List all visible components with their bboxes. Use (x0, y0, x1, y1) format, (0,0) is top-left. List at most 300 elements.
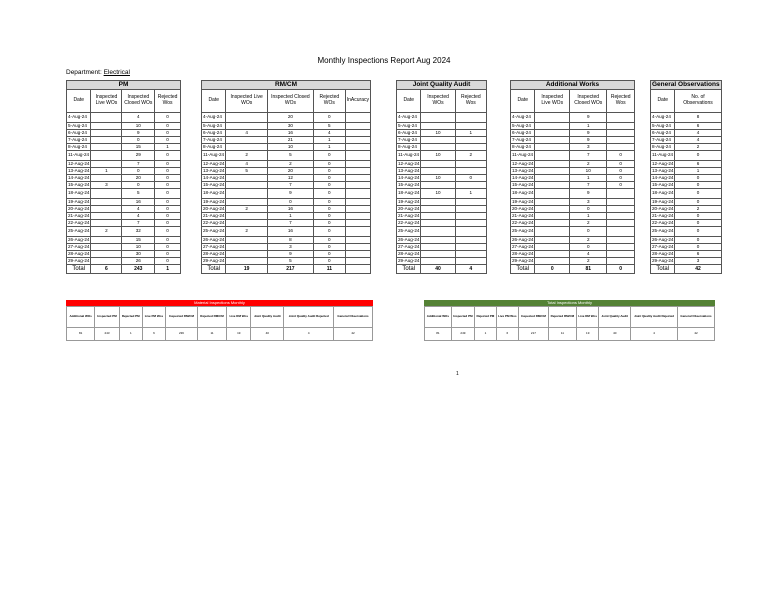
date-cell: 7-Aug-24 (651, 137, 675, 144)
value-cell: 10 (267, 144, 313, 151)
value-cell: 0 (607, 175, 635, 182)
value-cell: 5 (122, 189, 155, 199)
date-cell: 21-Aug-24 (652, 212, 674, 218)
table-row (67, 237, 181, 244)
table-row (651, 258, 722, 265)
table-row (202, 113, 371, 123)
value-cell: 0 (155, 182, 181, 189)
page-number: 1 (456, 371, 459, 377)
value-cell: 0 (675, 213, 721, 220)
value-cell: 21 (267, 137, 313, 144)
summary-header: Inspected PM (451, 307, 474, 328)
date-cell: 12-Aug-24 (398, 160, 420, 166)
date-cell: 28-Aug-24 (652, 250, 674, 256)
value-cell: 6 (675, 251, 721, 258)
table-row (511, 237, 635, 244)
table-row (202, 137, 371, 144)
date-cell: 15-Aug-24 (203, 181, 225, 187)
additional-works-table (510, 80, 635, 274)
date-cell: 4-Aug-24 (202, 113, 226, 123)
value-cell (535, 130, 570, 137)
value-cell (91, 199, 122, 206)
table-row (511, 123, 635, 130)
table-row (67, 213, 181, 220)
value-cell: 9 (570, 130, 607, 137)
table-row (651, 144, 722, 151)
value-cell: 0 (313, 213, 345, 220)
total-label: Total (511, 265, 535, 274)
value-cell (607, 237, 635, 244)
table-row (202, 189, 371, 199)
value-cell (421, 113, 455, 123)
summary-value: 4 (631, 328, 678, 341)
summary-header: Inspected RM/CM (519, 307, 549, 328)
date-cell: 15-Aug-24 (512, 181, 534, 187)
total-value: 243 (122, 265, 155, 274)
date-cell: 14-Aug-24 (68, 174, 90, 180)
value-cell (607, 213, 635, 220)
total-value (345, 265, 370, 274)
value-cell: 3 (570, 144, 607, 151)
summary-value: 4 (284, 328, 334, 341)
summary-header: Rejected RM/CM (548, 307, 576, 328)
value-cell (226, 258, 267, 265)
date-cell: 8-Aug-24 (202, 144, 226, 151)
value-cell (226, 237, 267, 244)
value-cell (607, 130, 635, 137)
value-cell: 10 (122, 123, 155, 130)
value-cell: 4 (675, 137, 721, 144)
value-cell (607, 137, 635, 144)
value-cell (345, 220, 370, 227)
column-header: Inspected Closed WOs (267, 90, 313, 113)
table-row (397, 206, 487, 213)
value-cell (421, 244, 455, 251)
report-title: Monthly Inspections Report Aug 2024 (317, 56, 451, 65)
value-cell: 0 (155, 220, 181, 227)
table-row (511, 161, 635, 168)
column-header: Date (202, 90, 226, 113)
table-row (397, 130, 487, 137)
value-cell (535, 144, 570, 151)
date-cell: 7-Aug-24 (511, 137, 535, 144)
column-header: Rejected WOs (313, 90, 345, 113)
date-cell: 27-Aug-24 (398, 243, 420, 249)
table-row (202, 258, 371, 265)
value-cell: 10 (570, 168, 607, 175)
date-cell: 22-Aug-24 (652, 219, 674, 225)
value-cell (607, 251, 635, 258)
table-row (67, 123, 181, 130)
summary-value: 42 (333, 328, 372, 341)
date-cell: 13-Aug-24 (203, 167, 225, 173)
value-cell: 2 (570, 258, 607, 265)
date-cell: 8-Aug-24 (651, 144, 675, 151)
summary-header: Live PM Wos (142, 307, 166, 328)
table-row (651, 113, 722, 123)
date-cell: 22-Aug-24 (203, 219, 225, 225)
table-row (67, 175, 181, 182)
table-row (202, 237, 371, 244)
value-cell (226, 137, 267, 144)
value-cell: 0 (570, 244, 607, 251)
date-cell: 29-Aug-24 (512, 257, 534, 263)
date-cell: 8-Aug-24 (67, 144, 91, 151)
table-row (67, 258, 181, 265)
summary-header: Rejected PM (475, 307, 497, 328)
summary-value: 11 (548, 328, 576, 341)
value-cell: 1 (675, 168, 721, 175)
value-cell (345, 227, 370, 237)
value-cell (455, 144, 486, 151)
date-cell: 5-Aug-24 (67, 123, 91, 130)
value-cell (455, 161, 486, 168)
column-header: Date (397, 90, 421, 113)
total-value: 11 (313, 265, 345, 274)
value-cell: 0 (155, 137, 181, 144)
value-cell: 2 (455, 151, 486, 161)
value-cell (345, 206, 370, 213)
value-cell: 0 (607, 182, 635, 189)
total-value: 81 (570, 265, 607, 274)
value-cell: 4 (570, 251, 607, 258)
summary-value: 6 (496, 328, 518, 341)
date-cell: 22-Aug-24 (398, 219, 420, 225)
value-cell: 1 (570, 123, 607, 130)
value-cell (226, 220, 267, 227)
value-cell: 10 (421, 151, 455, 161)
summary-value: 249 (451, 328, 474, 341)
rmcm-heading: RM/CM (202, 81, 371, 90)
value-cell: 0 (155, 123, 181, 130)
value-cell: 0 (675, 175, 721, 182)
date-cell: 19-Aug-24 (652, 198, 674, 204)
column-header: Inspected Live WOs (91, 90, 122, 113)
value-cell (421, 220, 455, 227)
value-cell (421, 206, 455, 213)
table-row (397, 144, 487, 151)
value-cell (535, 123, 570, 130)
table-row (511, 144, 635, 151)
value-cell (607, 244, 635, 251)
total-row (651, 265, 722, 274)
value-cell: 0 (267, 199, 313, 206)
value-cell (226, 175, 267, 182)
value-cell (535, 258, 570, 265)
table-row (651, 189, 722, 199)
value-cell: 3 (675, 258, 721, 265)
value-cell: 3 (570, 199, 607, 206)
table-row (397, 168, 487, 175)
value-cell: 7 (122, 220, 155, 227)
value-cell: 0 (155, 237, 181, 244)
value-cell: 0 (155, 189, 181, 199)
value-cell: 0 (675, 220, 721, 227)
value-cell: 2 (570, 220, 607, 227)
table-row (67, 113, 181, 123)
value-cell (535, 189, 570, 199)
value-cell: 4 (226, 161, 267, 168)
value-cell: 9 (267, 189, 313, 199)
value-cell (455, 258, 486, 265)
table-row (651, 220, 722, 227)
date-cell: 6-Aug-24 (397, 130, 421, 137)
date-cell: 28-Aug-24 (512, 250, 534, 256)
go-heading: General Observations (652, 80, 720, 88)
summary-header: Joint Quality Audit (599, 307, 631, 328)
department-line (66, 69, 130, 76)
value-cell (607, 227, 635, 237)
date-cell: 27-Aug-24 (203, 243, 225, 249)
summary-header: Joint Quality Audit Rejected (631, 307, 678, 328)
value-cell: 0 (313, 189, 345, 199)
value-cell (345, 130, 370, 137)
table-row (202, 151, 371, 161)
column-header: Rejected Wos (155, 90, 181, 113)
date-cell: 27-Aug-24 (512, 243, 534, 249)
value-cell: 1 (455, 189, 486, 199)
date-cell: 7-Aug-24 (397, 137, 421, 144)
table-row (511, 199, 635, 206)
value-cell (455, 220, 486, 227)
value-cell: 0 (675, 237, 721, 244)
date-cell: 18-Aug-24 (202, 189, 226, 199)
value-cell: 30 (267, 123, 313, 130)
summary-value: 81 (425, 328, 452, 341)
table-row (397, 220, 487, 227)
table-row (397, 182, 487, 189)
value-cell: 7 (122, 161, 155, 168)
value-cell: 0 (155, 251, 181, 258)
date-cell: 15-Aug-24 (68, 181, 90, 187)
value-cell: 32 (122, 227, 155, 237)
summary-value: 40 (251, 328, 284, 341)
value-cell: 0 (675, 227, 721, 237)
value-cell: 2 (267, 161, 313, 168)
date-cell: 28-Aug-24 (398, 250, 420, 256)
table-row (651, 130, 722, 137)
value-cell: 0 (155, 213, 181, 220)
table-row (202, 213, 371, 220)
column-header: Inspected Live WOs (535, 90, 570, 113)
value-cell (535, 168, 570, 175)
pm-table (66, 80, 181, 274)
value-cell: 3 (267, 244, 313, 251)
value-cell: 2 (91, 227, 122, 237)
value-cell (345, 251, 370, 258)
value-cell (421, 213, 455, 220)
table-row (67, 220, 181, 227)
value-cell: 8 (675, 113, 721, 123)
value-cell: 7 (267, 220, 313, 227)
summary-header: Inspected RM/CM (166, 307, 197, 328)
date-cell: 20-Aug-24 (203, 205, 225, 211)
value-cell: 15 (122, 144, 155, 151)
value-cell: 0 (313, 244, 345, 251)
table-row (651, 199, 722, 206)
date-cell: 4-Aug-24 (511, 113, 535, 123)
summary-value: 6 (142, 328, 166, 341)
value-cell: 0 (313, 199, 345, 206)
total-label: Total (202, 265, 226, 274)
value-cell: 16 (267, 130, 313, 137)
value-cell (91, 175, 122, 182)
date-cell: 18-Aug-24 (651, 189, 675, 199)
table-row (511, 189, 635, 199)
value-cell (421, 123, 455, 130)
table-row (651, 244, 722, 251)
value-cell: 4 (226, 130, 267, 137)
value-cell (91, 251, 122, 258)
summary-header: Rejected RM/CM (197, 307, 227, 328)
date-cell: 13-Aug-24 (68, 167, 90, 173)
value-cell (421, 258, 455, 265)
table-row (397, 189, 487, 199)
date-cell: 4-Aug-24 (651, 113, 675, 123)
value-cell: 4 (122, 206, 155, 213)
value-cell (226, 251, 267, 258)
date-cell: 5-Aug-24 (511, 123, 535, 130)
date-cell: 22-Aug-24 (68, 219, 90, 225)
value-cell: 26 (122, 258, 155, 265)
value-cell (535, 113, 570, 123)
total-row (397, 265, 487, 274)
table-row (397, 175, 487, 182)
table-row (397, 113, 487, 123)
value-cell: 0 (313, 151, 345, 161)
value-cell (345, 182, 370, 189)
value-cell (91, 151, 122, 161)
summary-header: Joint Quality Audit Rejected (284, 307, 334, 328)
date-cell: 20-Aug-24 (652, 205, 674, 211)
value-cell (345, 144, 370, 151)
value-cell: 2 (570, 237, 607, 244)
date-cell: 15-Aug-24 (398, 181, 420, 187)
date-cell: 21-Aug-24 (68, 212, 90, 218)
summary-header: Inspected PM (95, 307, 120, 328)
date-cell: 21-Aug-24 (203, 212, 225, 218)
value-cell: 10 (421, 130, 455, 137)
date-cell: 18-Aug-24 (67, 189, 91, 199)
value-cell: 1 (155, 144, 181, 151)
department-value: Electrical (103, 69, 130, 76)
date-cell: 20-Aug-24 (512, 205, 534, 211)
total-row (511, 265, 635, 274)
value-cell (535, 206, 570, 213)
value-cell: 5 (267, 151, 313, 161)
column-header: Rejected Wos (455, 90, 486, 113)
value-cell (607, 113, 635, 123)
column-header: Inspected Closed WOs (570, 90, 607, 113)
value-cell: 0 (607, 161, 635, 168)
value-cell (421, 199, 455, 206)
value-cell (455, 137, 486, 144)
value-cell: 4 (122, 113, 155, 123)
summary-left-table (66, 306, 373, 341)
summary-value: 19 (227, 328, 251, 341)
table-row (651, 206, 722, 213)
table-row (651, 151, 722, 161)
value-cell: 16 (267, 227, 313, 237)
value-cell (535, 151, 570, 161)
value-cell: 0 (155, 227, 181, 237)
value-cell: 20 (122, 175, 155, 182)
table-row (651, 237, 722, 244)
summary-value: 1 (119, 328, 142, 341)
value-cell: 0 (155, 206, 181, 213)
value-cell: 0 (155, 113, 181, 123)
value-cell: 0 (313, 227, 345, 237)
value-cell (91, 244, 122, 251)
total-value: 1 (155, 265, 181, 274)
value-cell: 1 (313, 144, 345, 151)
date-cell: 26-Aug-24 (652, 236, 674, 242)
table-row (202, 220, 371, 227)
value-cell (226, 199, 267, 206)
rmcm-table (201, 80, 371, 274)
date-cell: 29-Aug-24 (398, 257, 420, 263)
summary-value: 217 (519, 328, 549, 341)
date-cell: 29-Aug-24 (652, 257, 674, 263)
date-cell: 13-Aug-24 (512, 167, 534, 173)
value-cell: 0 (675, 151, 721, 161)
value-cell: 0 (570, 227, 607, 237)
table-row (67, 206, 181, 213)
table-row (511, 258, 635, 265)
value-cell (455, 213, 486, 220)
value-cell (421, 237, 455, 244)
value-cell (535, 175, 570, 182)
value-cell: 0 (155, 199, 181, 206)
value-cell: 9 (122, 130, 155, 137)
value-cell (535, 237, 570, 244)
value-cell (91, 161, 122, 168)
value-cell: 30 (122, 251, 155, 258)
table-row (67, 161, 181, 168)
total-row (67, 265, 181, 274)
value-cell (345, 175, 370, 182)
date-cell: 19-Aug-24 (398, 198, 420, 204)
table-row (202, 251, 371, 258)
value-cell: 0 (155, 168, 181, 175)
table-row (511, 137, 635, 144)
value-cell: 0 (155, 151, 181, 161)
table-row (397, 123, 487, 130)
date-cell: 11-Aug-24 (67, 151, 91, 161)
value-cell (607, 220, 635, 227)
date-cell: 12-Aug-24 (512, 160, 534, 166)
value-cell: 0 (675, 189, 721, 199)
value-cell (455, 227, 486, 237)
summary-right-banner: Total Inspections Monthly (424, 300, 715, 306)
date-cell: 4-Aug-24 (397, 113, 421, 123)
value-cell (345, 161, 370, 168)
value-cell (535, 220, 570, 227)
value-cell: 0 (155, 175, 181, 182)
date-cell: 27-Aug-24 (652, 243, 674, 249)
aw-heading: Additional Works (511, 81, 635, 90)
total-label: Total (651, 265, 675, 274)
value-cell: 20 (267, 113, 313, 123)
value-cell: 1 (267, 213, 313, 220)
summary-value: 11 (197, 328, 227, 341)
total-value: 0 (607, 265, 635, 274)
date-cell: 11-Aug-24 (651, 151, 675, 161)
table-row (67, 168, 181, 175)
date-cell: 6-Aug-24 (651, 130, 675, 137)
date-cell: 29-Aug-24 (68, 257, 90, 263)
value-cell: 9 (570, 189, 607, 199)
